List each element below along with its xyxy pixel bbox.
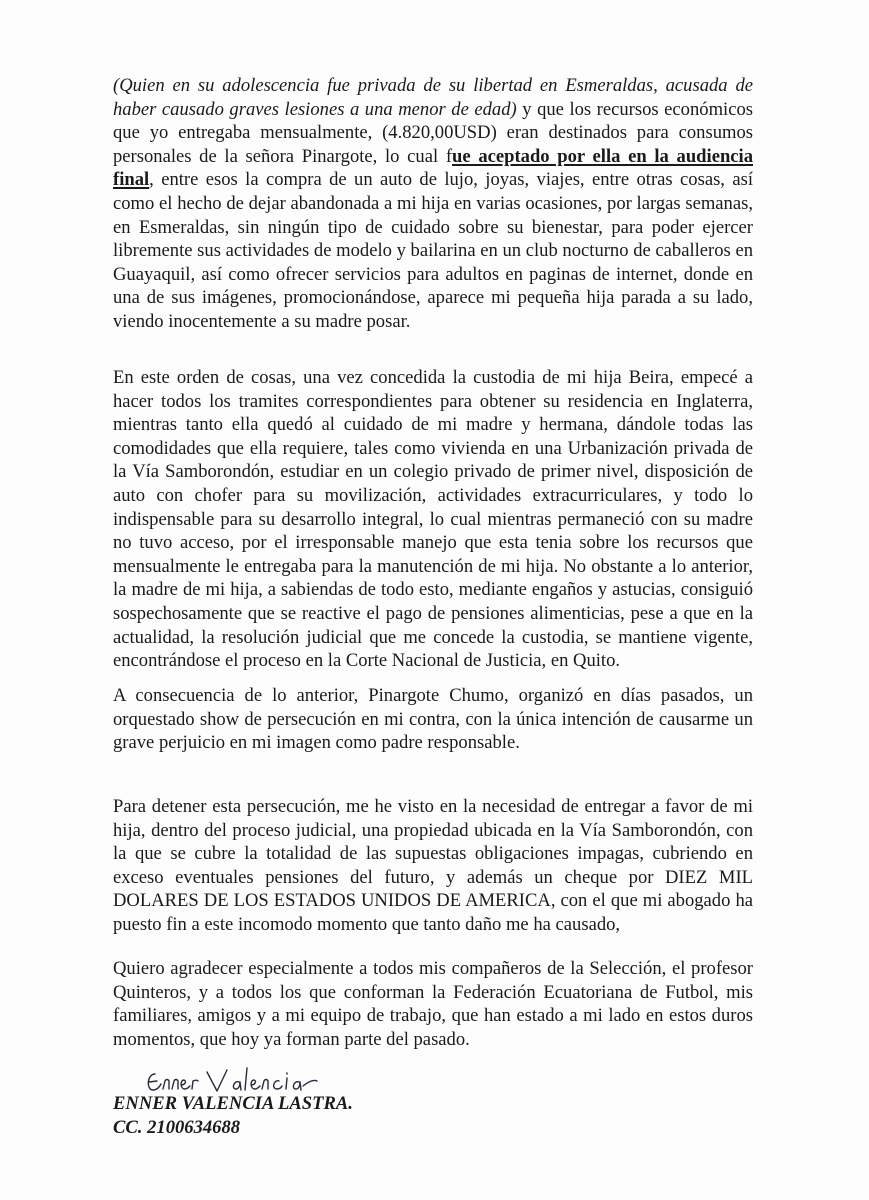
signer-id-number: CC. 2100634688 — [113, 1117, 241, 1138]
paragraph-1-text-before: y que los recursos económicos que yo entregaba mensualmente, (4.820,00USD) eran destinados para consumos personales de la señora Pinargote, lo cual f — [113, 98, 753, 167]
signature-block — [113, 1062, 513, 1152]
paragraph-1-intro: (Quien en su adolescencia fue privada de su libertad en Esmeraldas, acusada de haber causado graves lesiones a una menor de edad) — [113, 75, 753, 120]
paragraph-3: A consecuencia de lo anterior, Pinargote Chumo, organizó en días pasados, un orquestado show de persecución en mi contra, con la única intención de causarme un grave perjuicio en mi imagen como padre responsable. — [113, 685, 753, 754]
paragraph-5: Quiero agradecer especialmente a todos mis compañeros de la Selección, el profesor Quinteros, y a todos los que conforman la Federación Ecuatoriana de Futbol, mis familiares, amigos y a mi equipo de trabajo, que han estado a mi lado en estos duros momentos, que hoy ya forman parte del pasado. — [113, 958, 753, 1050]
paragraph-2: En este orden de cosas, una vez concedida la custodia de mi hija Beira, empecé a hacer todos los tramites correspondientes para obtener su residencia en Inglaterra, mientras tanto ella quedó al cuidado de mi madre y hermana, dándole todas las comodidades que ella requiere, tales como vivienda en una Urbanización privada de la Vía Samborondón, estudiar en un colegio privado de primer nivel, disposición de auto con chofer para su movilización, actividades extracurriculares, y todo lo indispensable para su desarrollo integral, lo cual mientras permaneció con su madre no tuvo acceso, por el irresponsable manejo que esta tenia sobre los recursos que mensualmente le entregaba para la manutención de mi hija. No obstante a lo anterior, la madre de mi hija, a sabiendas de todo esto, mediante engaños y astucias, consiguió sospechosamente que se reactive el pago de pensiones alimenticias, pese a que en la actualidad, la resolución judicial que me concede la custodia, se mantiene vigente, encontrándose el proceso en la Corte Nacional de Justicia, en Quito. — [113, 367, 753, 672]
paragraph-1-highlight: ue aceptado por ella en la audiencia final — [113, 145, 753, 191]
paragraph-4: Para detener esta persecución, me he visto en la necesidad de entregar a favor de mi hija, dentro del proceso judicial, una propiedad ubicada en la Vía Samborondón, con la que se cubre la totalidad de las supuestas obligaciones impagas, cubriendo en exceso eventuales pensiones del futuro, y además un cheque por DIEZ MIL DOLARES DE LOS ESTADOS UNIDOS DE AMERICA, con el que mi abogado ha puesto fin a este incomodo momento que tanto daño me ha causado, — [113, 796, 753, 935]
paragraph-1-text-after: , entre esos la compra de un auto de lujo, joyas, viajes, entre otras cosas, así como el hecho de dejar abandonada a mi hija en varias ocasiones, por largas semanas, en Esmeraldas, sin ningún tipo de cuidado sobre su bienestar, para poder ejercer libremente sus actividades de modelo y bailarina en un club nocturno de caballeros en Guayaquil, así como ofrecer servicios para adultos en paginas de internet, donde en una de sus imágenes, promocionándose, aparece mi pequeña hija parada a su lado, viendo inocentemente a su madre posar. — [113, 169, 753, 332]
signer-name: ENNER VALENCIA LASTRA. — [113, 1093, 353, 1114]
paragraph-1 — [113, 74, 753, 334]
